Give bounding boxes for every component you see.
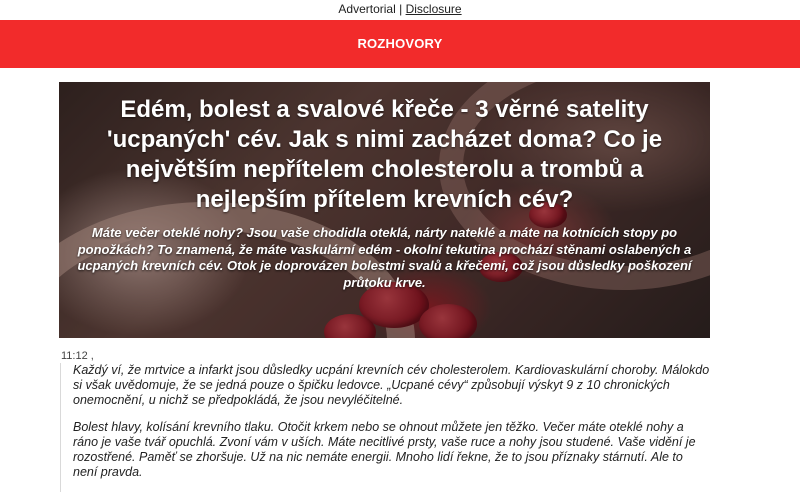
article-time: 11:12 , bbox=[61, 350, 94, 362]
article-lead: Máte večer oteklé nohy? Jsou vaše chodidla oteklá, nárty nateklé a máte na kotnících stopy po ponožkách? To znamená, že máte vaskulární edém - okolní tekutina prochází stěnami oslabených a ucpaných krevních cév. Otok je doprovázen bolestmi svalů a křečemi, což jsou důsledky poškození průtoku krve. bbox=[77, 225, 692, 290]
article-paragraph: Bolest hlavy, kolísání krevního tlaku. Otočit krkem nebo se ohnout můžete jen těžko. Večer máte oteklé nohy a ráno je vaše tvář opuchlá. Zvoní vám v uších. Máte necitlivé prsty, vaše ruce a nohy jsou studené. Vaše vidění je rozostřené. Paměť se zhoršuje. Už na nic nemáte energii. Mnoho lidí řekne, že to jsou příznaky stárnutí. Ale to není pravda. bbox=[73, 420, 696, 479]
advertorial-label: Advertorial bbox=[338, 2, 396, 16]
section-header bbox=[0, 20, 800, 68]
advertorial-bar bbox=[0, 0, 800, 18]
separator: | bbox=[399, 2, 403, 16]
article-body bbox=[60, 363, 710, 492]
disclosure-link[interactable]: Disclosure bbox=[405, 2, 462, 16]
section-title[interactable]: ROZHOVORY bbox=[357, 36, 443, 51]
article-paragraph: Každý ví, že mrtvice a infarkt jsou důsledky ucpání krevních cév cholesterolem. Kardiovaskulární choroby. Málokdo si však uvědomuje, že se jedná pouze o špičku ledovce. „Ucpané cévy“ způsobují výskyt 9 z 10 chronických onemocnění, u nichž se předpokládá, že jsou nevyléčitelné. bbox=[73, 363, 710, 407]
hero-banner bbox=[59, 82, 710, 338]
article-title: Edém, bolest a svalové křeče - 3 věrné satelity 'ucpaných' cév. Jak s nimi zacházet doma? Co je největším nepřítelem cholesterolu a trombů a nejlepším přítelem krevních cév? bbox=[106, 96, 663, 213]
